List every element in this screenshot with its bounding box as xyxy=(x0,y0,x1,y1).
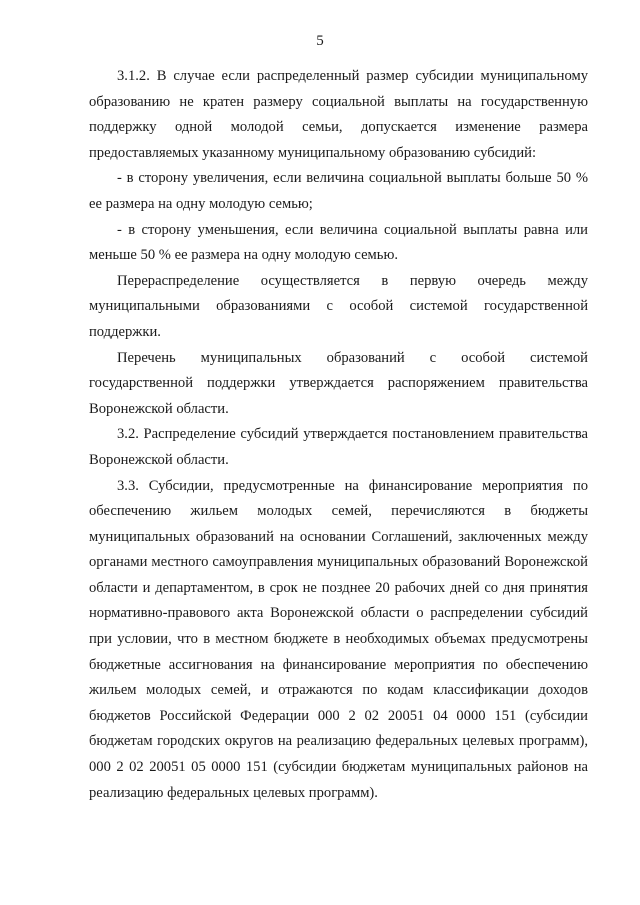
paragraph-list-of-municipalities: Перечень муниципальных образований с особой системой государственной поддержки утверждается распоряжением правительства Воронежской области. xyxy=(89,349,588,417)
paragraph-decrease: - в сторону уменьшения, если величина социальной выплаты равна или меньше 50 % ее размера на одну молодую семью. xyxy=(89,221,588,264)
paragraph-3-3: 3.3. Субсидии, предусмотренные на финансирование мероприятия по обеспечению жильем молодых семей, перечисляются в бюджеты муниципальных образований на основании Соглашений, заключенных между органами местного самоуправления муниципальных образований Воронежской области и департаментом, в срок не позднее 20 рабочих дней со дня принятия нормативно-правового акта Воронежской области о распределении субсидий при условии, что в местном бюджете в необходимых объемах предусмотрены бюджетные ассигнования на финансирование мероприятия по обеспечению жильем молодых семей, и отражаются по кодам классификации доходов бюджетов Российской Федерации 000 2 02 20051 04 0000 151 (субсидии бюджетам городских округов на реализацию федеральных целевых программ), 000 2 02 20051 05 0000 151 (субсидии бюджетам муниципальных районов на реализацию федеральных целевых программ). xyxy=(89,477,588,801)
paragraph-3-1-2: 3.1.2. В случае если распределенный размер субсидии муниципальному образованию не кратен размеру социальной выплаты на государственную поддержку одной молодой семьи, допускается изменение размера предоставляемых указанному муниципальному образованию субсидий: xyxy=(89,68,588,161)
paragraph-3-2: 3.2. Распределение субсидий утверждается постановлением правительства Воронежской области. xyxy=(89,426,588,468)
document-body xyxy=(89,64,588,806)
paragraph-increase: - в сторону увеличения, если величина социальной выплаты больше 50 % ее размера на одну молодую семью; xyxy=(89,170,588,212)
paragraph-redistribution: Перераспределение осуществляется в первую очередь между муниципальными образованиями с особой системой государственной поддержки. xyxy=(89,272,588,340)
page-number: 5 xyxy=(316,33,324,49)
